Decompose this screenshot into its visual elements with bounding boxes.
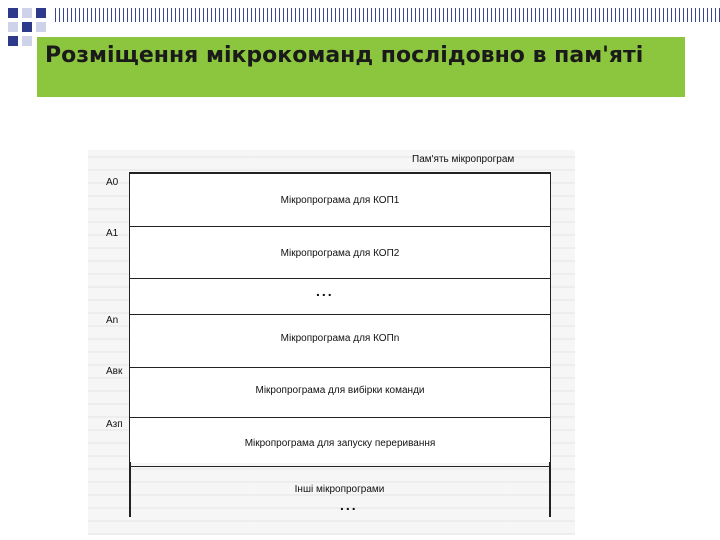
memory-block [130,173,550,226]
decor-square [8,22,18,32]
memory-block [130,367,550,417]
memory-block [130,278,550,314]
memory-block [130,314,550,367]
memory-block [130,417,550,468]
address-label: A1 [106,228,119,239]
slide-title: Розміщення мікрокоманд послідовно в пам'яті [45,43,644,68]
ellipsis: ... [316,283,334,299]
decor-square [8,36,18,46]
decor-square [22,36,32,46]
memory-diagram [129,172,551,463]
decor-square [22,8,32,18]
block-label: Мікропрограма для запуску переривання [244,438,436,449]
block-label: Мікропрограма для вибірки команди [255,385,425,396]
address-label: Aвк [106,366,123,377]
address-label: A0 [106,177,119,188]
decor-stripe [55,8,720,22]
block-label: Мікропрограма для КОПn [280,333,400,344]
decor-square [22,22,32,32]
address-label: Aзп [106,419,123,430]
ellipsis: ... [340,497,358,513]
address-label: An [106,315,119,326]
block-label: Мікропрограма для КОП2 [280,248,400,259]
decor-square [36,8,46,18]
memory-block [130,226,550,278]
decor-square [36,22,46,32]
block-label: Інші мікропрограми [294,484,385,495]
memory-block-open [129,466,550,467]
memory-title: Пам'ять мікропрограм [412,154,515,165]
block-label: Мікропрограма для КОП1 [280,195,400,206]
decor-square [8,8,18,18]
